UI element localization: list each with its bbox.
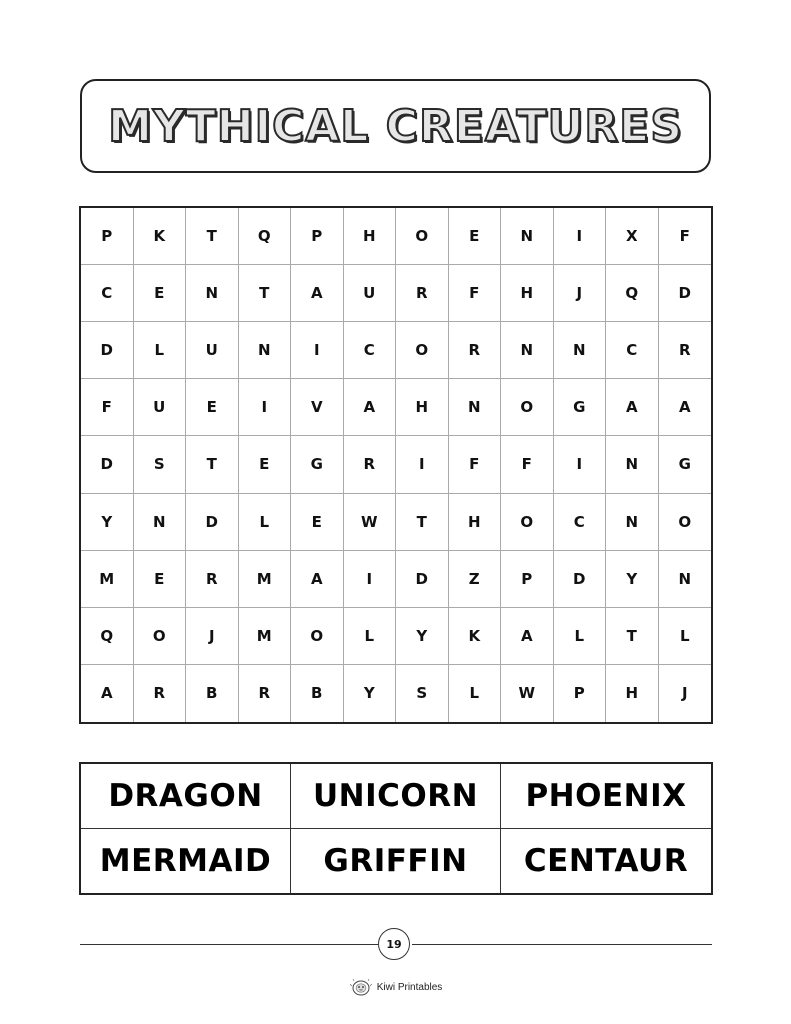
grid-cell: T: [186, 208, 239, 265]
page-number: 19: [378, 928, 410, 960]
grid-cell: T: [606, 608, 659, 665]
grid-cell: L: [659, 608, 712, 665]
grid-cell: D: [554, 551, 607, 608]
grid-cell: I: [554, 436, 607, 493]
grid-cell: L: [134, 322, 187, 379]
grid-cell: R: [659, 322, 712, 379]
grid-cell: L: [449, 665, 502, 722]
grid-cell: G: [554, 379, 607, 436]
grid-cell: S: [134, 436, 187, 493]
grid-cell: B: [291, 665, 344, 722]
brand-name: Kiwi Printables: [376, 981, 443, 993]
grid-cell: A: [501, 608, 554, 665]
grid-cell: F: [81, 379, 134, 436]
grid-cell: E: [134, 265, 187, 322]
grid-cell: L: [344, 608, 397, 665]
grid-cell: O: [291, 608, 344, 665]
grid-cell: O: [396, 322, 449, 379]
grid-cell: C: [81, 265, 134, 322]
grid-cell: I: [344, 551, 397, 608]
grid-cell: V: [291, 379, 344, 436]
grid-cell: O: [501, 494, 554, 551]
grid-cell: T: [186, 436, 239, 493]
grid-cell: P: [81, 208, 134, 265]
grid-cell: M: [81, 551, 134, 608]
grid-cell: R: [449, 322, 502, 379]
grid-cell: X: [606, 208, 659, 265]
grid-cell: U: [134, 379, 187, 436]
grid-cell: E: [449, 208, 502, 265]
grid-cell: H: [344, 208, 397, 265]
grid-cell: P: [501, 551, 554, 608]
grid-cell: R: [239, 665, 292, 722]
word-bank-item: PHOENIX: [501, 764, 711, 829]
grid-cell: I: [396, 436, 449, 493]
grid-cell: R: [344, 436, 397, 493]
grid-cell: O: [134, 608, 187, 665]
grid-cell: Y: [344, 665, 397, 722]
grid-cell: L: [554, 608, 607, 665]
footer-divider-left: [80, 944, 378, 945]
grid-cell: I: [291, 322, 344, 379]
word-bank-item: DRAGON: [81, 764, 291, 829]
grid-cell: Y: [606, 551, 659, 608]
grid-cell: N: [449, 379, 502, 436]
grid-cell: P: [554, 665, 607, 722]
grid-cell: C: [554, 494, 607, 551]
grid-cell: B: [186, 665, 239, 722]
grid-cell: R: [396, 265, 449, 322]
grid-cell: F: [659, 208, 712, 265]
grid-cell: D: [659, 265, 712, 322]
grid-cell: Q: [81, 608, 134, 665]
brand-footer: [0, 977, 791, 997]
grid-cell: N: [554, 322, 607, 379]
title-banner: [80, 79, 711, 173]
kiwi-logo-icon: [349, 977, 373, 997]
grid-cell: N: [501, 322, 554, 379]
grid-cell: A: [344, 379, 397, 436]
grid-cell: G: [659, 436, 712, 493]
grid-cell: T: [239, 265, 292, 322]
grid-cell: R: [186, 551, 239, 608]
word-search-grid: [79, 206, 713, 724]
grid-cell: D: [81, 436, 134, 493]
grid-cell: R: [134, 665, 187, 722]
word-bank-item: UNICORN: [291, 764, 501, 829]
grid-cell: Z: [449, 551, 502, 608]
grid-cell: H: [396, 379, 449, 436]
grid-cell: N: [134, 494, 187, 551]
grid-cell: D: [186, 494, 239, 551]
grid-cell: E: [239, 436, 292, 493]
grid-cell: J: [681, 684, 688, 703]
grid-cell: S: [396, 665, 449, 722]
grid-cell: M: [239, 551, 292, 608]
grid-cell: F: [449, 436, 502, 493]
grid-cell: N: [659, 551, 712, 608]
grid-cell: N: [501, 208, 554, 265]
grid-cell: J: [186, 608, 239, 665]
grid-cell: H: [606, 665, 659, 722]
page-title: MYTHICAL CREATURES: [108, 100, 683, 152]
grid-cell: N: [606, 494, 659, 551]
word-bank-item: CENTAUR: [523, 842, 689, 879]
grid-cell: C: [606, 322, 659, 379]
grid-cell: T: [396, 494, 449, 551]
grid-cell: J: [554, 265, 607, 322]
grid-cell: O: [501, 379, 554, 436]
grid-cell: G: [291, 436, 344, 493]
grid-cell: K: [449, 608, 502, 665]
grid-cell: A: [659, 379, 712, 436]
grid-cell: W: [344, 494, 397, 551]
word-bank: [79, 762, 713, 895]
grid-cell: Q: [606, 265, 659, 322]
grid-cell: F: [501, 436, 554, 493]
grid-cell: P: [291, 208, 344, 265]
grid-cell: H: [501, 265, 554, 322]
grid-cell: D: [396, 551, 449, 608]
grid-cell: A: [291, 265, 344, 322]
grid-cell: M: [239, 608, 292, 665]
grid-cell: D: [81, 322, 134, 379]
grid-cell: E: [134, 551, 187, 608]
word-bank-item: MERMAID: [81, 829, 291, 894]
grid-cell: Y: [81, 494, 134, 551]
grid-cell: Y: [396, 608, 449, 665]
grid-cell: I: [239, 379, 292, 436]
grid-cell: A: [606, 379, 659, 436]
grid-cell: E: [186, 379, 239, 436]
grid-cell: H: [449, 494, 502, 551]
grid-cell: E: [291, 494, 344, 551]
grid-cell: W: [501, 665, 554, 722]
grid-cell: O: [659, 494, 712, 551]
grid-cell: U: [344, 265, 397, 322]
grid-cell: U: [186, 322, 239, 379]
grid-cell: K: [134, 208, 187, 265]
footer-divider-right: [412, 944, 712, 945]
grid-cell: Q: [239, 208, 292, 265]
grid-cell: N: [186, 265, 239, 322]
grid-cell: A: [81, 665, 134, 722]
grid-cell: A: [291, 551, 344, 608]
grid-cell: C: [344, 322, 397, 379]
grid-cell: N: [239, 322, 292, 379]
grid-cell: I: [554, 208, 607, 265]
grid-cell: L: [239, 494, 292, 551]
grid-cell: N: [606, 436, 659, 493]
grid-cell: O: [396, 208, 449, 265]
grid-cell: F: [449, 265, 502, 322]
word-bank-item: GRIFFIN: [291, 829, 501, 894]
